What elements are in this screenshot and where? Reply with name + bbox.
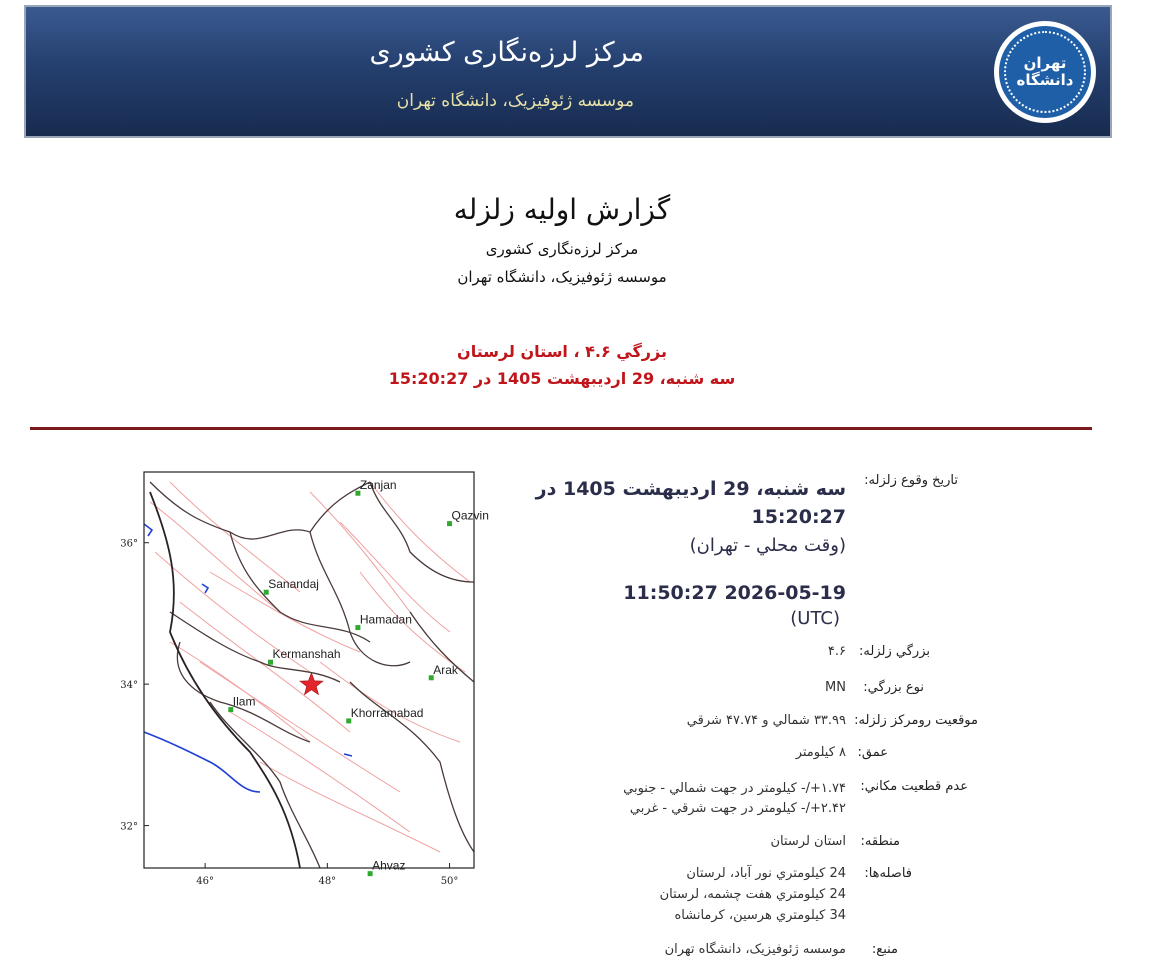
- city-label: Qazvin: [451, 508, 489, 523]
- city-label: Hamadan: [359, 612, 412, 627]
- report-title: گزارش اولیه زلزله: [453, 193, 671, 226]
- city-label: Ilam: [232, 694, 256, 709]
- headline-date: سه شنبه، 29 ارديبهشت 1405 در 15:20:27: [388, 369, 736, 388]
- headline-magnitude: بزرگي ۴.۶ ، استان لرستان: [457, 342, 667, 361]
- city-label: Arak: [433, 662, 458, 677]
- city-label: Khorramabad: [350, 705, 424, 720]
- distances-label: فاصله‌ها:: [864, 866, 912, 881]
- city-label: Zanjan: [359, 478, 397, 493]
- divider: [30, 427, 1092, 430]
- magnitude-label: بزرگي زلزله:: [859, 644, 930, 659]
- utc-timezone: (UTC): [790, 608, 840, 629]
- epicenter-value: ۳۳.۹۹ شمالي و ۴۷.۷۴ شرقي: [686, 713, 846, 728]
- source-label: منبع:: [871, 942, 898, 957]
- uncertainty-ns: ۱.۷۴+/- کيلومتر در جهت شمالي - جنوبي: [623, 781, 846, 796]
- region-value: استان لرستان: [770, 834, 846, 849]
- x-tick-label: 46°: [196, 876, 214, 887]
- city-label: Kermanshah: [272, 647, 341, 662]
- local-time: 15:20:27: [751, 506, 846, 528]
- university-logo: [994, 21, 1096, 123]
- logo-text-bottom: دانشگاه: [1016, 71, 1074, 89]
- utc-datetime: 2026-05-19 11:50:27: [623, 582, 846, 604]
- report-institute: موسسه ژئوفیزیک، دانشگاه تهران: [457, 268, 667, 286]
- x-tick-label: 48°: [318, 876, 337, 887]
- uncertainty-ew: ۲.۴۲+/- کيلومتر در جهت شرقي - غربي: [629, 801, 846, 816]
- distance-item: 24 کيلومتري هفت چشمه، لرستان: [659, 887, 846, 902]
- header-title: مرکز لرزه‌نگاری کشوری: [369, 37, 644, 68]
- epicenter-map: [110, 462, 489, 892]
- date-label: تاريخ وقوع زلزله:: [864, 473, 958, 488]
- local-timezone: (وقت محلي - تهران): [689, 535, 846, 556]
- uncertainty-label: عدم قطعيت مکاني:: [860, 779, 968, 794]
- magnitude-type-value: MN: [825, 680, 846, 695]
- magnitude-value: ۴.۶: [827, 644, 846, 659]
- epicenter-label: موقعيت رومرکز زلزله:: [854, 713, 978, 728]
- y-tick-label: 36°: [120, 538, 138, 550]
- local-date: سه شنبه، 29 ارديبهشت 1405 در: [535, 478, 846, 500]
- source-value: موسسه ژئوفيزيک، دانشگاه تهران: [664, 942, 846, 957]
- magnitude-type-label: نوع بزرگي:: [863, 680, 924, 695]
- depth-label: عمق:: [857, 745, 888, 760]
- logo-text-top: تهران: [1023, 54, 1067, 72]
- y-tick-label: 34°: [120, 680, 138, 692]
- header-subtitle: موسسه ژئوفیزیک، دانشگاه تهران: [396, 91, 634, 111]
- region-label: منطقه:: [860, 834, 900, 849]
- distance-item: 34 کيلومتري هرسين، کرمانشاه: [674, 908, 846, 923]
- y-tick-label: 32°: [120, 821, 138, 833]
- depth-value: ۸ کيلومتر: [795, 745, 846, 760]
- city-label: Ahvaz: [372, 858, 406, 873]
- report-org: مرکز لرزه‌نگاری کشوری: [485, 240, 639, 258]
- distance-item: 24 کيلومتري نور آباد، لرستان: [686, 866, 846, 881]
- header-banner: [24, 5, 1112, 138]
- x-tick-label: 50°: [440, 876, 459, 887]
- city-label: Sanandaj: [268, 577, 319, 592]
- logo-seal-icon: [999, 26, 1091, 118]
